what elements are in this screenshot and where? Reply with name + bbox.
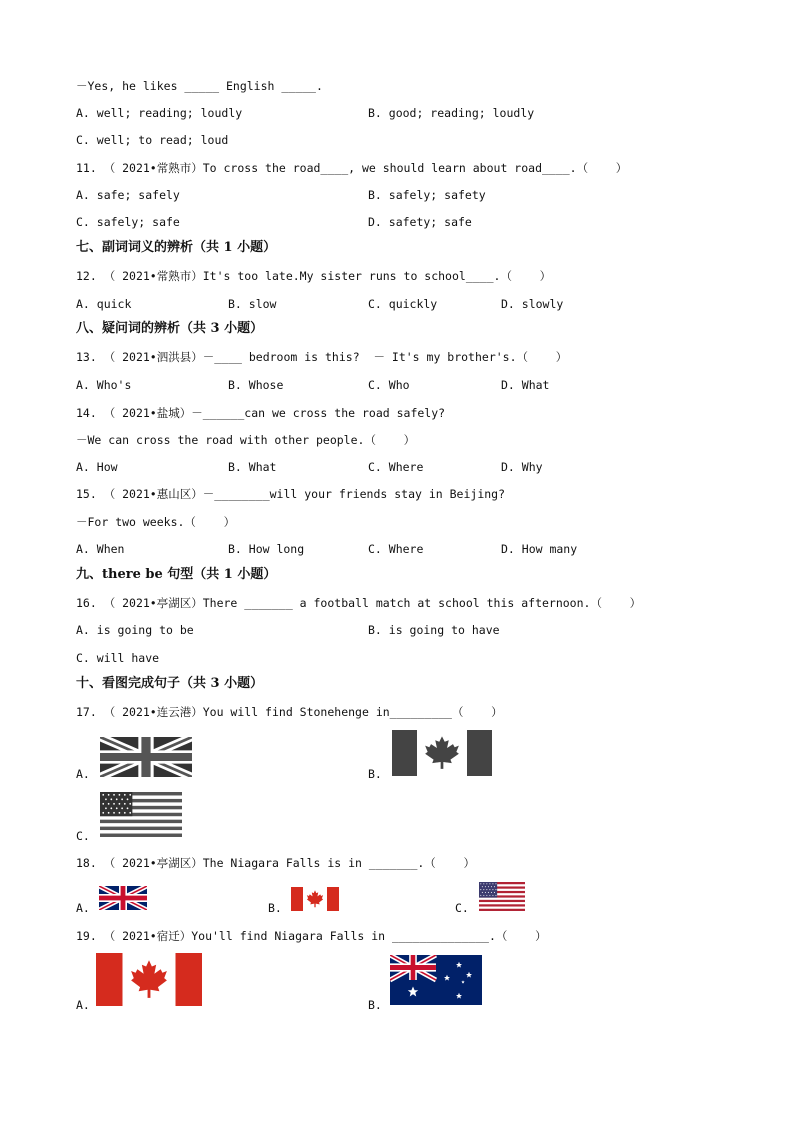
q18-option-c-label[interactable]: C. [455,901,469,915]
q15-option-a[interactable]: A. When [76,542,125,556]
q15-stem: 15. （ 2021•惠山区）－________will your friends stay in Beijing? [76,487,506,501]
q11-option-a[interactable]: A. safe; safely [76,188,180,202]
q12-option-d[interactable]: D. slowly [501,297,564,311]
q14-option-b[interactable]: B. What [228,460,277,474]
usa-flag-icon[interactable] [479,882,525,911]
q13-option-b[interactable]: B. Whose [228,378,284,392]
q14-option-d[interactable]: D. Why [501,460,543,474]
q13-option-c[interactable]: C. Who [368,378,410,392]
q12-option-a[interactable]: A. quick [76,297,132,311]
q14-option-a[interactable]: A. How [76,460,118,474]
q13-stem: 13. （ 2021•泗洪县）－____ bedroom is this? － It's my brother's.（ ） [76,350,568,364]
section-heading-7: 七、副词词义的辨析（共 1 小题） [76,240,277,255]
q10-answer-line: －Yes, he likes _____ English _____. [76,79,323,93]
q12-option-b[interactable]: B. slow [228,297,277,311]
q13-option-a[interactable]: A. Who's [76,378,132,392]
canada-flag-icon[interactable] [96,953,202,1006]
q11-option-c[interactable]: C. safely; safe [76,215,180,229]
q15-option-c[interactable]: C. Where [368,542,424,556]
q10-option-a[interactable]: A. well; reading; loudly [76,106,243,120]
q19-option-b-label[interactable]: B. [368,998,382,1012]
q11-option-d[interactable]: D. safety; safe [368,215,472,229]
q15-option-d[interactable]: D. How many [501,542,578,556]
q19-option-a-label[interactable]: A. [76,998,90,1012]
section-heading-9: 九、there be 句型（共 1 小题） [76,567,277,582]
q14-option-c[interactable]: C. Where [368,460,424,474]
q17-option-a-label[interactable]: A. [76,767,90,781]
q14-stem: 14. （ 2021•盐城）－______can we cross the road safely? [76,406,446,420]
q16-option-a[interactable]: A. is going to be [76,623,194,637]
usa-flag-icon[interactable] [100,792,182,837]
q18-stem: 18. （ 2021•亭湖区）The Niagara Falls is in _______.（ ） [76,856,475,870]
q10-option-b[interactable]: B. good; reading; loudly [368,106,535,120]
q12-option-c[interactable]: C. quickly [368,297,438,311]
q12-stem: 12. （ 2021•常熟市）It's too late.My sister runs to school____.（ ） [76,269,552,283]
q14-answer-line: －We can cross the road with other people.（ ） [76,433,416,447]
section-heading-10: 十、看图完成句子（共 3 小题） [76,676,264,691]
q16-option-b[interactable]: B. is going to have [368,623,500,637]
q11-stem: 11. （ 2021•常熟市）To cross the road____, we should learn about road____.（ ） [76,161,628,175]
uk-flag-icon[interactable] [99,886,147,910]
q18-option-b-label[interactable]: B. [268,901,282,915]
canada-flag-icon[interactable] [291,887,339,911]
q18-option-a-label[interactable]: A. [76,901,90,915]
q11-option-b[interactable]: B. safely; safety [368,188,486,202]
q16-option-c[interactable]: C. will have [76,651,160,665]
q15-answer-line: －For two weeks.（ ） [76,515,236,529]
q17-option-c-label[interactable]: C. [76,829,90,843]
q17-option-b-label[interactable]: B. [368,767,382,781]
q17-stem: 17. （ 2021•连云港）You will find Stonehenge in_________（ ） [76,705,503,719]
australia-flag-icon[interactable] [390,955,482,1005]
q13-option-d[interactable]: D. What [501,378,550,392]
canada-flag-icon[interactable] [392,730,492,776]
q10-option-c[interactable]: C. well; to read; loud [76,133,229,147]
q15-option-b[interactable]: B. How long [228,542,305,556]
section-heading-8: 八、疑问词的辨析（共 3 小题） [76,321,264,336]
q16-stem: 16. （ 2021•亭湖区）There _______ a football match at school this afternoon.（ ） [76,596,642,610]
q19-stem: 19. （ 2021•宿迁）You'll find Niagara Falls in ______________.（ ） [76,929,547,943]
uk-flag-icon[interactable] [100,737,192,777]
